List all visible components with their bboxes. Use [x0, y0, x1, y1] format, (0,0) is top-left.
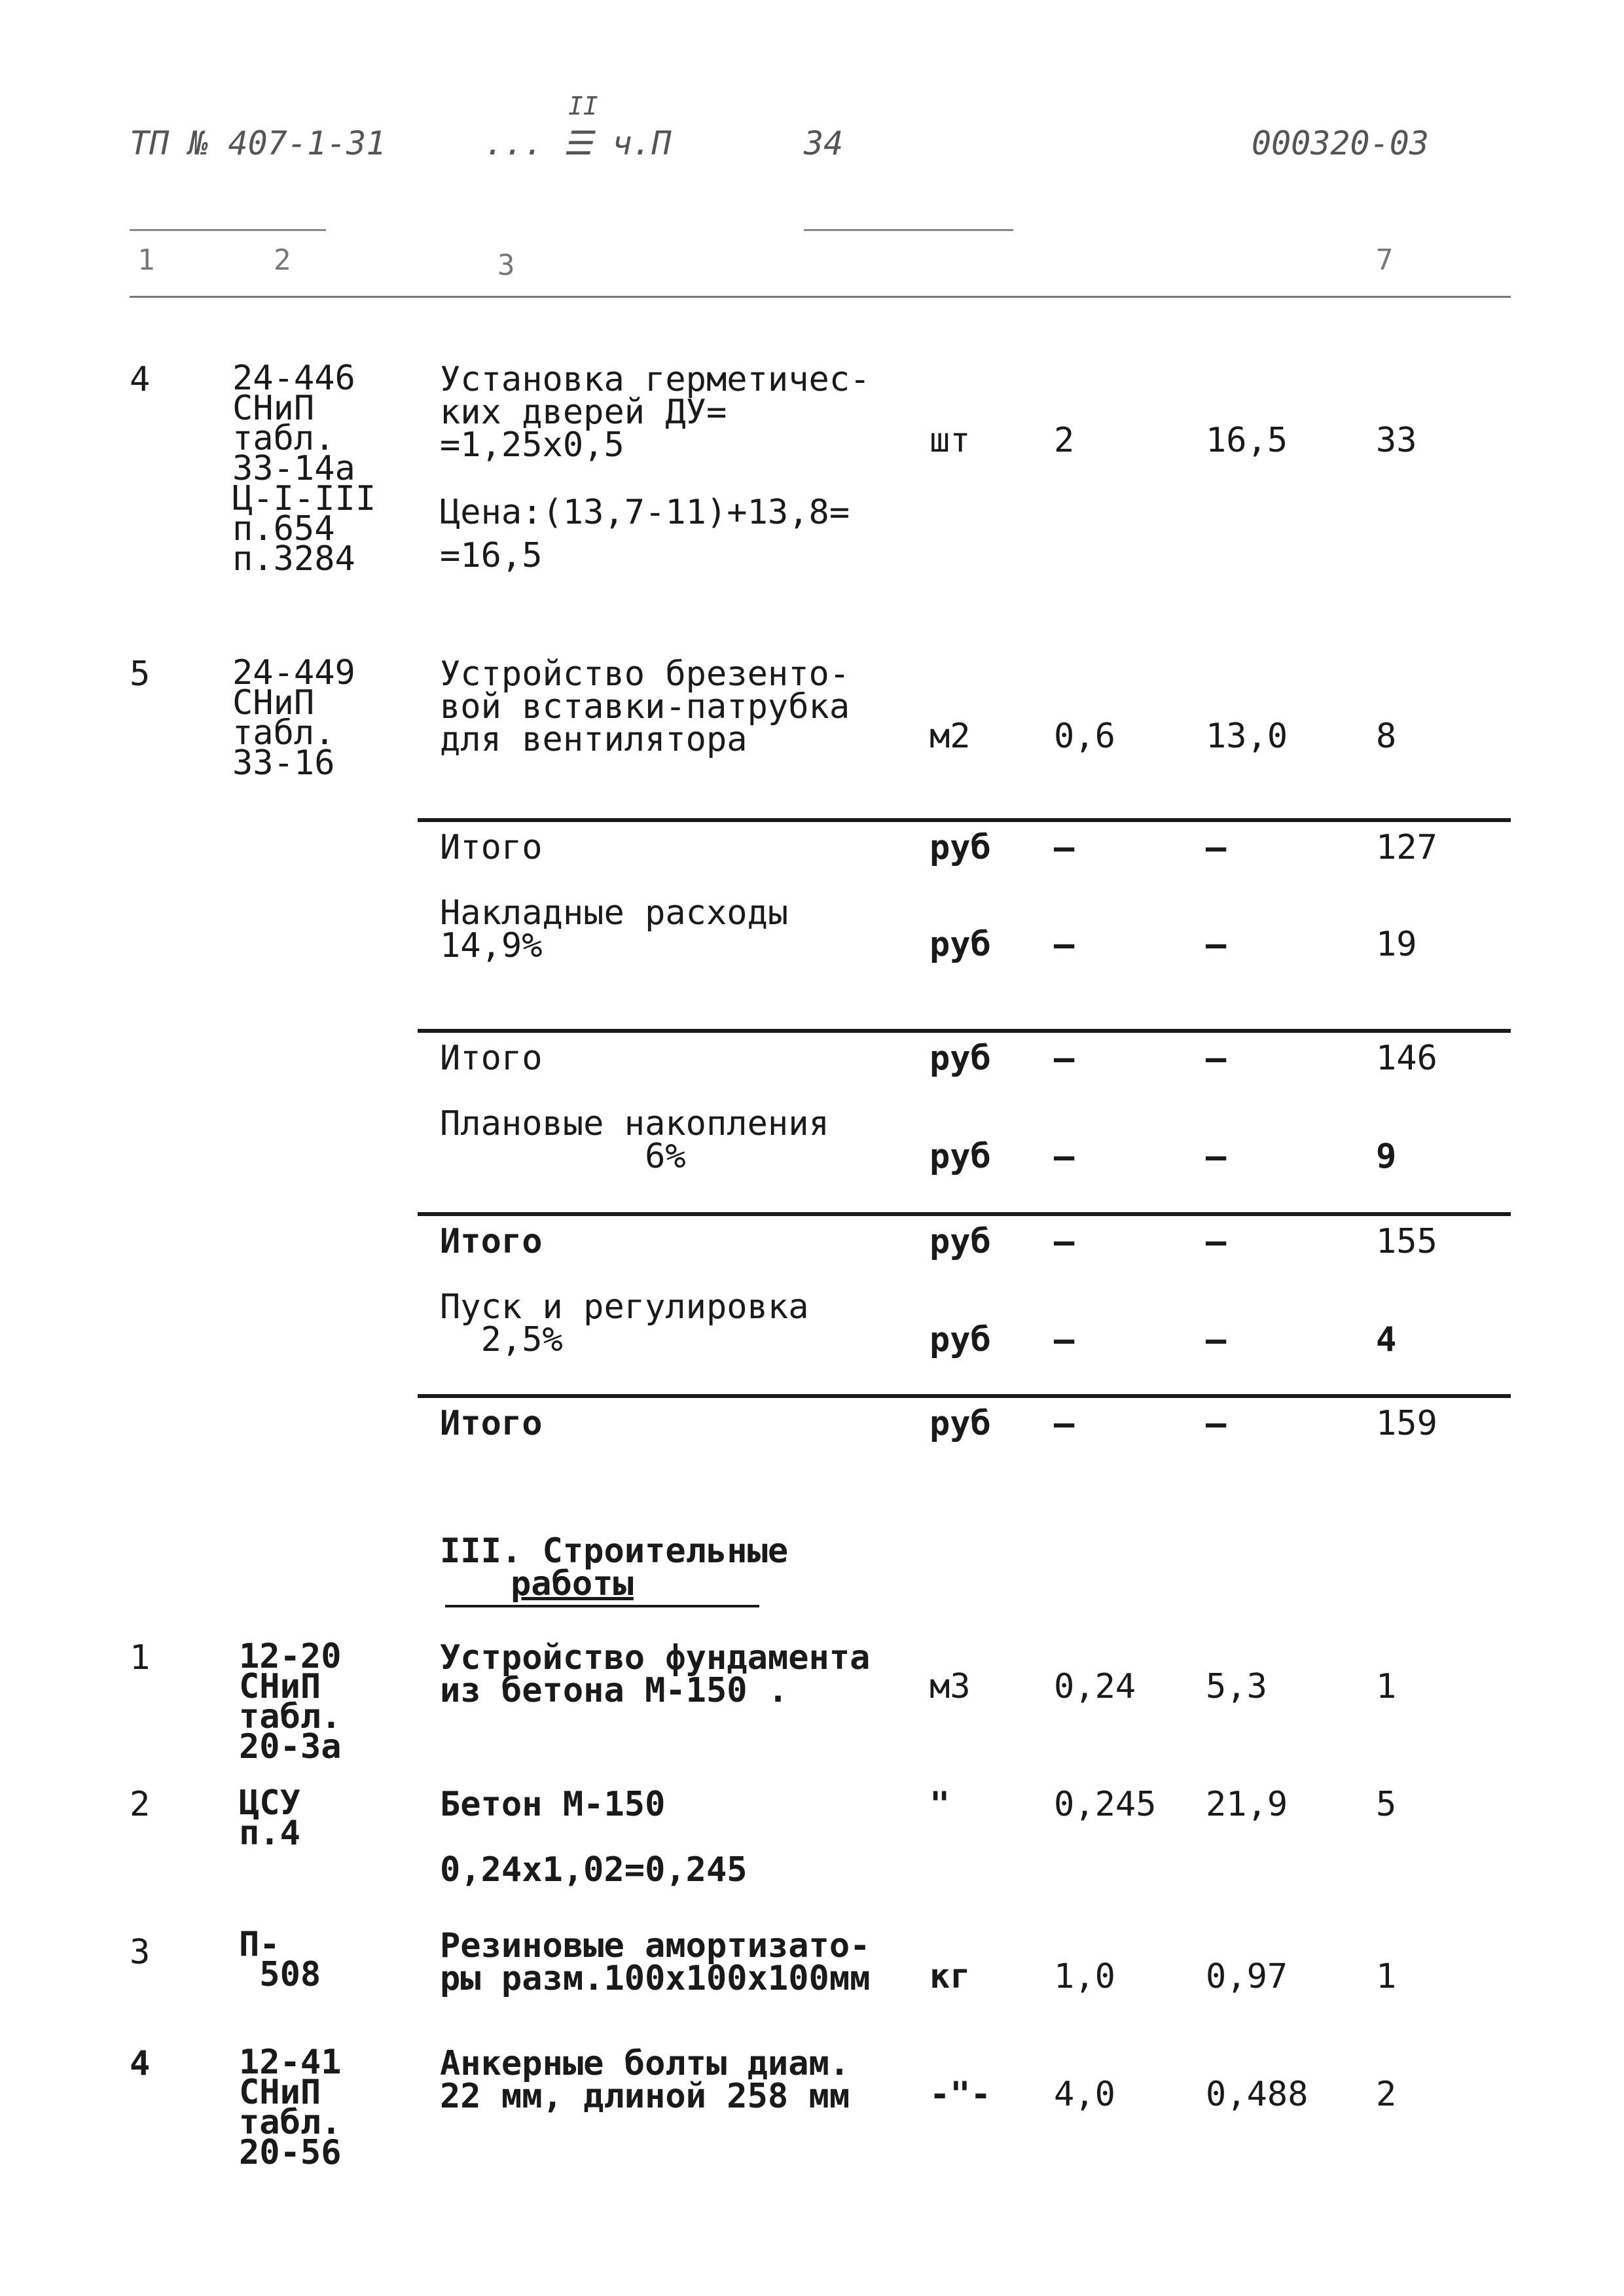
row-code: 24-449 СНиП табл. 33-16 — [232, 653, 355, 783]
summary-price: – — [1206, 1039, 1227, 1078]
row-qty: 2 — [1054, 421, 1075, 460]
summary-label: Плановые накопления 6% — [440, 1104, 829, 1176]
header-rule-bottom — [130, 296, 1511, 298]
summary-unit: руб — [929, 1039, 991, 1078]
row-description: Анкерные болты диам. 22 мм, длиной 258 мм — [440, 2044, 850, 2116]
row-total: 2 — [1376, 2075, 1397, 2114]
summary-rule — [418, 1029, 1511, 1033]
summary-price: – — [1206, 1404, 1227, 1443]
row-unit: м3 — [929, 1667, 971, 1706]
col-num-3: 3 — [497, 249, 515, 282]
summary-unit: руб — [929, 1320, 991, 1359]
row-qty: 0,6 — [1054, 717, 1115, 756]
summary-total: 19 — [1376, 925, 1417, 964]
summary-total: 4 — [1376, 1320, 1397, 1359]
summary-price: – — [1206, 1222, 1227, 1261]
header-rule-top-mid — [804, 229, 1013, 231]
summary-price: – — [1206, 925, 1227, 964]
summary-total: 159 — [1376, 1404, 1437, 1443]
row-unit: шт — [929, 421, 971, 460]
row-total: 33 — [1376, 421, 1417, 460]
summary-price: – — [1206, 1137, 1227, 1176]
row-calc: 0,24х1,02=0,245 — [440, 1850, 748, 1890]
summary-qty: – — [1054, 1320, 1075, 1359]
row-code: П- 508 — [239, 1925, 321, 1994]
summary-unit: руб — [929, 1222, 991, 1261]
section-underline — [445, 1605, 759, 1607]
summary-rule — [418, 1394, 1511, 1398]
summary-label: Накладные расходы 14,9% — [440, 893, 789, 965]
row-price-calc: Цена:(13,7-11)+13,8= =16,5 — [440, 493, 850, 575]
summary-label: Итого — [440, 1404, 543, 1443]
summary-label: Пуск и регулировка 2,5% — [440, 1287, 809, 1359]
row-price: 13,0 — [1206, 717, 1288, 756]
row-price: 0,97 — [1206, 1957, 1288, 1996]
col-num-7: 7 — [1376, 243, 1394, 277]
row-price: 21,9 — [1206, 1785, 1288, 1824]
row-description: Бетон М-150 — [440, 1785, 666, 1824]
row-qty: 0,245 — [1054, 1785, 1157, 1824]
row-code: 12-20 СНиП табл. 20-3а — [239, 1637, 342, 1767]
summary-price: – — [1206, 828, 1227, 867]
summary-price: – — [1206, 1320, 1227, 1359]
row-unit: -"- — [929, 2075, 991, 2114]
summary-unit: руб — [929, 1404, 991, 1443]
section-title: III. Строительные — [440, 1532, 789, 1571]
row-qty: 4,0 — [1054, 2075, 1115, 2114]
row-price: 5,3 — [1206, 1667, 1267, 1706]
row-code: ЦСУ п.4 — [239, 1784, 300, 1853]
summary-rule — [418, 1212, 1511, 1216]
summary-unit: руб — [929, 1137, 991, 1176]
doc-number: 000320-03 — [1252, 124, 1429, 162]
row-unit: кг — [929, 1957, 971, 1996]
summary-qty: – — [1054, 1222, 1075, 1261]
summary-total: 146 — [1376, 1039, 1437, 1078]
summary-rule — [418, 818, 1511, 822]
row-description: Устройство фундамента из бетона М-150 . — [440, 1638, 871, 1710]
col-num-1: 1 — [137, 243, 155, 277]
row-num: 2 — [130, 1785, 151, 1824]
summary-total: 127 — [1376, 828, 1437, 867]
row-unit: " — [929, 1785, 950, 1824]
row-code: 24-446 СНиП табл. 33-14а Ц-I-III п.654 п.3284 — [232, 359, 376, 579]
summary-label: Итого — [440, 1039, 543, 1078]
summary-total: 9 — [1376, 1137, 1397, 1176]
section-subtitle: работы — [511, 1564, 634, 1604]
row-code: 12-41 СНиП табл. 20-56 — [239, 2043, 342, 2172]
row-total: 1 — [1376, 1957, 1397, 1996]
summary-qty: – — [1054, 828, 1075, 867]
summary-qty: – — [1054, 925, 1075, 964]
row-price: 16,5 — [1206, 421, 1288, 460]
row-description: Резиновые амортизато- ры разм.100х100х100мм — [440, 1926, 871, 1998]
summary-unit: руб — [929, 925, 991, 964]
row-num: 4 — [130, 360, 151, 399]
row-unit: м2 — [929, 717, 971, 756]
row-num: 4 — [130, 2044, 151, 2083]
row-qty: 0,24 — [1054, 1667, 1136, 1706]
page-number: 34 — [804, 124, 844, 162]
summary-unit: руб — [929, 828, 991, 867]
summary-label: Итого — [440, 828, 543, 867]
row-description: Установка герметичес- ких дверей ДУ= =1,25х0,5 — [440, 360, 871, 465]
row-num: 1 — [130, 1638, 151, 1677]
summary-qty: – — [1054, 1039, 1075, 1078]
row-total: 1 — [1376, 1667, 1397, 1706]
row-num: 3 — [130, 1933, 151, 1972]
row-num: 5 — [130, 655, 151, 694]
summary-label: Итого — [440, 1222, 543, 1261]
header-rule-top-left — [130, 229, 326, 231]
row-total: 5 — [1376, 1785, 1397, 1824]
sheet-mark-top: II — [568, 92, 598, 120]
row-description: Устройство брезенто- вой вставки-патрубка для вентилятора — [440, 655, 850, 759]
summary-qty: – — [1054, 1137, 1075, 1176]
row-total: 8 — [1376, 717, 1397, 756]
sheet-mark: ... ☰ ч.П — [484, 124, 672, 162]
summary-qty: – — [1054, 1404, 1075, 1443]
row-qty: 1,0 — [1054, 1957, 1115, 1996]
doc-code: ТП № 407-1-31 — [130, 124, 386, 162]
row-price: 0,488 — [1206, 2075, 1308, 2114]
summary-total: 155 — [1376, 1222, 1437, 1261]
col-num-2: 2 — [274, 243, 291, 277]
